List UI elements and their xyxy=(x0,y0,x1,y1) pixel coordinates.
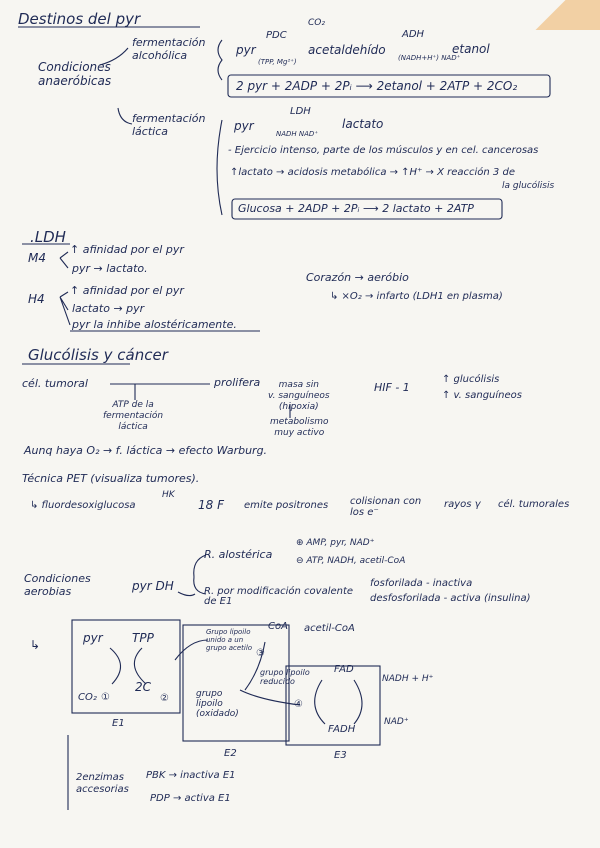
lactic-equation: Glucosa + 2ADP + 2Pᵢ ⟶ 2 lactato + 2ATP xyxy=(238,202,474,215)
alcoholic-label: fermentación alcohólica xyxy=(132,36,206,62)
covalent-reg: R. por modificación covalente de E1 xyxy=(204,586,354,607)
accessory-enzymes: 2enzimas accesorias xyxy=(76,772,129,795)
enzyme-e2: E2 xyxy=(224,748,237,759)
pyrdh-label: pyr DH xyxy=(132,579,174,593)
sec1-title: Destinos del pyr xyxy=(18,10,141,28)
sec2-title: .LDH xyxy=(30,228,66,246)
aerobic-label: Condiciones aerobias xyxy=(24,572,91,598)
prolifera-label: prolifera xyxy=(214,376,261,389)
hif-output-1: ↑ glucólisis xyxy=(442,374,500,385)
atp-note: ATP de la fermentación láctica xyxy=(103,400,164,432)
enzyme-e3: E3 xyxy=(334,750,347,761)
alcoholic-equation: 2 pyr + 2ADP + 2Pᵢ ⟶ 2etanol + 2ATP + 2CO₂ xyxy=(236,79,518,93)
tumor-cells-note: cél. tumorales xyxy=(498,499,570,510)
anaerobic-label: Condiciones anaeróbicas xyxy=(38,60,112,88)
hif-output-2: ↑ v. sanguíneos xyxy=(442,390,522,401)
branch-arrow: ↳ xyxy=(30,638,41,652)
h4-label: H4 xyxy=(28,292,45,306)
m4-label: M4 xyxy=(28,251,46,265)
m4-reaction: pyr → lactato. xyxy=(72,262,148,275)
pbk-note: PBK → inactiva E1 xyxy=(146,770,236,781)
diagram-coa: CoA xyxy=(268,621,288,632)
step-4: ④ xyxy=(294,699,303,710)
h4-affinity: ↑ afinidad por el pyr xyxy=(70,284,184,297)
enzyme-e1: E1 xyxy=(112,718,125,729)
hif-label: HIF - 1 xyxy=(374,381,410,394)
etanol-label: etanol xyxy=(452,42,490,56)
step-3: ③ xyxy=(256,648,265,659)
tumor-cell: cél. tumoral xyxy=(22,377,88,390)
hk-label: HK xyxy=(162,490,175,500)
acetaldehido-label: acetaldehído xyxy=(308,43,386,57)
lactic-pyr: pyr xyxy=(234,119,254,133)
pdc-label: PDC xyxy=(266,30,287,41)
gamma-note: rayos γ xyxy=(444,499,481,510)
infarct-note: ↳ ×O₂ → infarto (LDH1 en plasma) xyxy=(330,291,503,302)
mass-note: masa sin v. sanguíneos (hipoxia) xyxy=(268,380,330,412)
pdp-note: PDP → activa E1 xyxy=(150,793,231,804)
collision-note: colisionan con los e⁻ xyxy=(350,496,422,518)
diagram-nad: NAD⁺ xyxy=(384,717,409,727)
diagram-acetyl-coa: acetil-CoA xyxy=(304,623,355,634)
diagram-nadh: NADH + H⁺ xyxy=(382,674,434,684)
heart-note: Corazón → aeróbio xyxy=(306,271,409,284)
phosphorylated: fosforilada - inactiva xyxy=(370,578,473,589)
diagram-fad: FAD xyxy=(334,664,354,675)
positron-note: emite positrones xyxy=(244,500,329,511)
exercise-note: - Ejercicio intenso, parte de los músculos y en cel. cancerosas xyxy=(228,145,539,156)
alcoholic-pyr: pyr xyxy=(236,43,256,57)
allosteric-reg: R. alostérica xyxy=(204,548,273,561)
warburg-line: Aunq haya O₂ → f. láctica → efecto Warburg. xyxy=(24,444,268,457)
h4-reaction: lactato → pyr xyxy=(72,302,145,315)
nadh-nad: NADH NAD⁺ xyxy=(276,130,319,138)
cofactors1: (TPP, Mg²⁺) xyxy=(258,58,297,66)
diagram-pyr: pyr xyxy=(83,631,103,645)
lactic-label: fermentación láctica xyxy=(132,112,206,138)
adh-label: ADH xyxy=(402,29,425,40)
metabolism-note: metabolismo muy activo xyxy=(270,417,329,438)
allosteric-minus: ⊖ ATP, NADH, acetil-CoA xyxy=(296,556,406,566)
m4-affinity: ↑ afinidad por el pyr xyxy=(70,243,184,256)
diagram-co2: CO₂ xyxy=(78,692,97,703)
f18-label: 18 F xyxy=(198,498,224,512)
cofactors2: (NADH+H⁺) NAD⁺ xyxy=(398,54,461,62)
pet-tracer: ↳ fluordesoxiglucosa xyxy=(30,500,136,511)
acidosis-note-2: la glucólisis xyxy=(502,181,555,191)
step-1: ① xyxy=(101,692,110,703)
acidosis-note: ↑lactato → acidosis metabólica → ↑H⁺ → X reacción 3 de xyxy=(230,167,515,178)
acetyl-lipoyl: Grupo lipoilo unido a un grupo acetilo xyxy=(206,628,253,652)
diagram-2c: 2C xyxy=(135,680,152,694)
diagram-tpp: TPP xyxy=(132,631,154,645)
reduced-lipoyl: grupo lipoilo reducido xyxy=(260,668,310,686)
oxidized-lipoyl: grupo lipoilo (oxidado) xyxy=(196,689,239,719)
h4-inhibition: pyr la inhibe alostéricamente. xyxy=(72,318,237,331)
co2-label: CO₂ xyxy=(308,18,325,28)
sec3-title: Glucólisis y cáncer xyxy=(28,346,168,364)
diagram-fadh: FADH xyxy=(328,724,356,735)
ldh-label: LDH xyxy=(290,106,311,117)
lactato-label: lactato xyxy=(342,117,384,131)
pet-title: Técnica PET (visualiza tumores). xyxy=(22,472,200,485)
dephosphorylated: desfosforilada - activa (insulina) xyxy=(370,593,531,604)
step-2: ② xyxy=(160,693,169,704)
allosteric-plus: ⊕ AMP, pyr, NAD⁺ xyxy=(296,538,375,548)
